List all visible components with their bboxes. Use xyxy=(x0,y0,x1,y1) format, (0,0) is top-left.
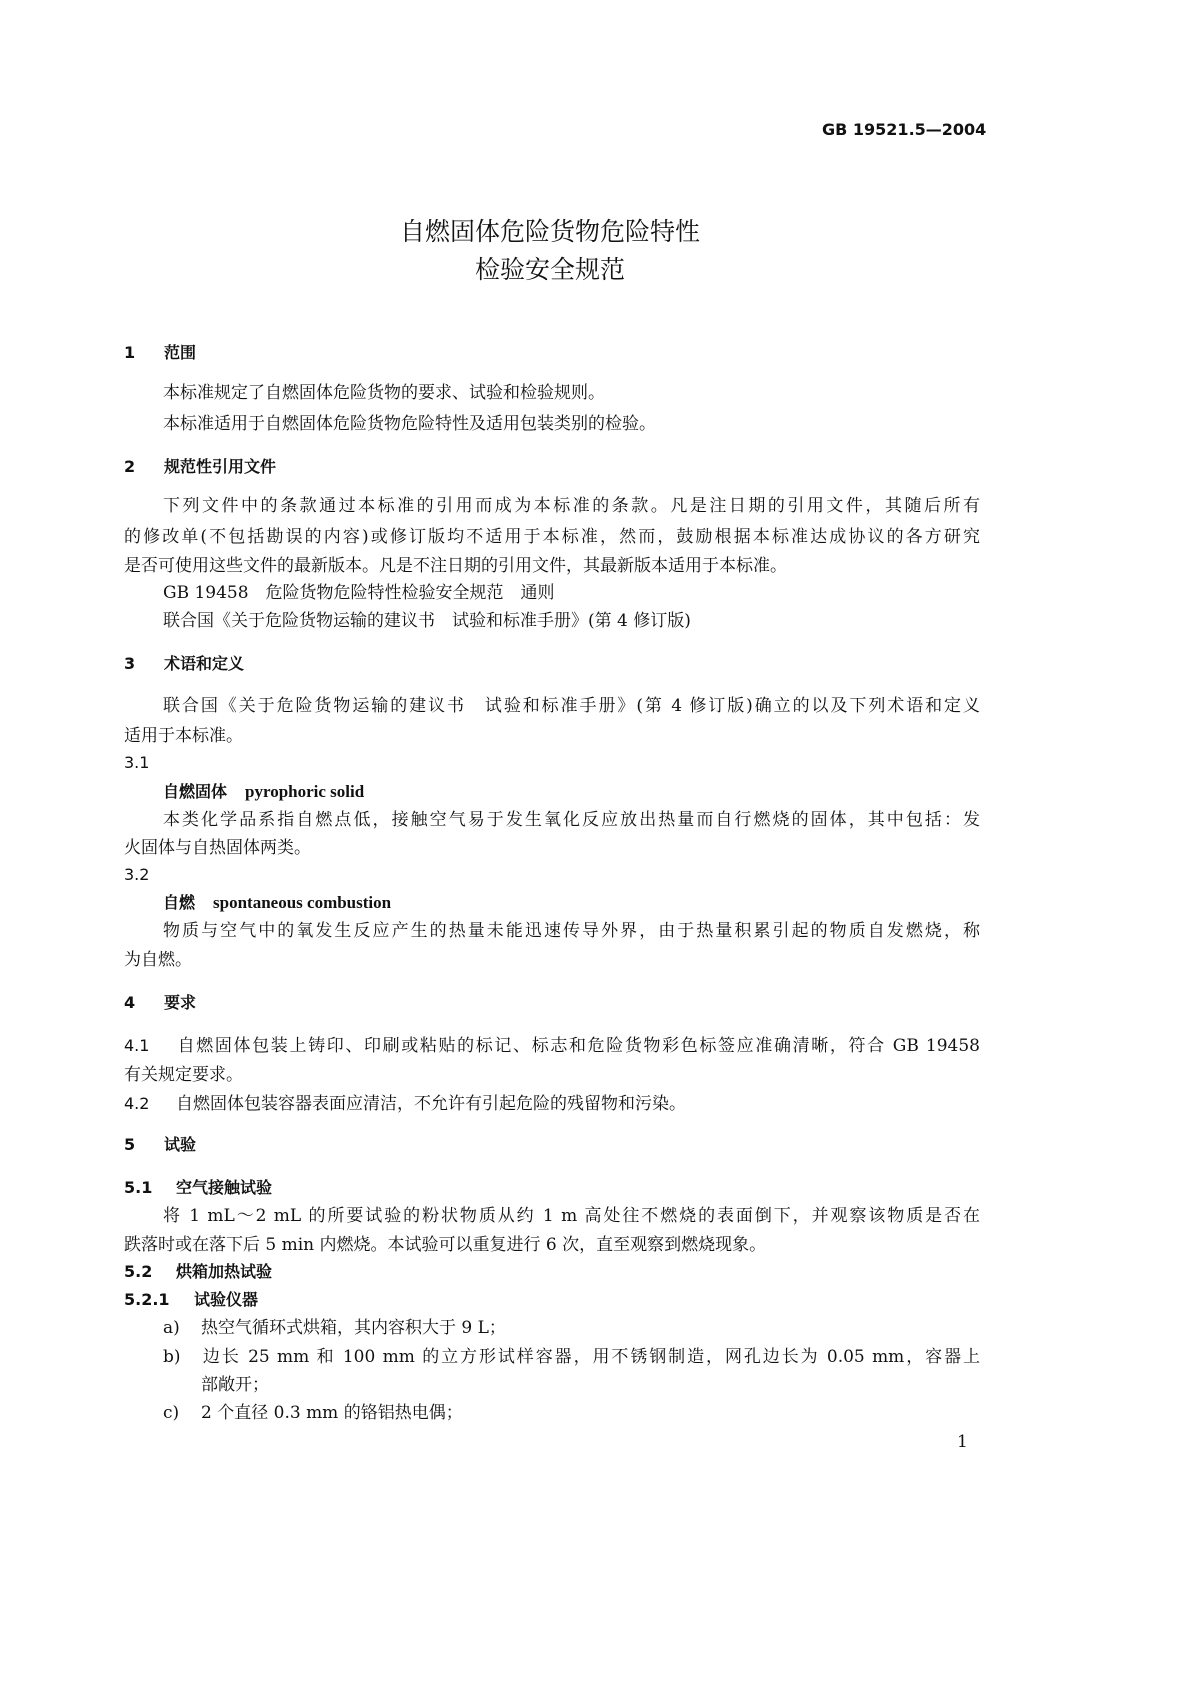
definition-line: 物质与空气中的氧发生反应产生的热量未能迅速传导外界，由于热量积累引起的物质自发燃烧，称 xyxy=(163,921,980,941)
subsection-heading-5-2-1: 5.2.1 试验仪器 xyxy=(124,1290,259,1309)
paragraph-line: 的修改单(不包括勘误的内容)或修订版均不适用于本标准，然而，鼓励根据本标准达成协议的各方研究 xyxy=(124,527,980,547)
paragraph-line: 本标准规定了自燃固体危险货物的要求、试验和检验规则。 xyxy=(163,383,605,403)
paragraph-line: 联合国《关于危险货物运输的建议书 试验和标准手册》(第 4 修订版)确立的以及下列术语和定义 xyxy=(163,696,980,716)
clause-4-2: 4.2 自燃固体包装容器表面应清洁，不允许有引起危险的残留物和污染。 xyxy=(124,1094,686,1114)
paragraph-line: 下列文件中的条款通过本标准的引用而成为本标准的条款。凡是注日期的引用文件，其随后所有 xyxy=(163,496,980,516)
list-item: c) 2 个直径 0.3 mm 的铬铝热电偶； xyxy=(163,1403,463,1423)
document-title-line2: 检验安全规范 xyxy=(474,255,625,284)
paragraph-line: 将 1 mL～2 mL 的所要试验的粉状物质从约 1 m 高处往不燃烧的表面倒下，并观察该物质是否在 xyxy=(163,1206,980,1226)
list-item: b) 边长 25 mm 和 100 mm 的立方形试样容器，用不锈钢制造，网孔边长为 0.05 mm，容器上 xyxy=(163,1347,980,1367)
paragraph-line: 有关规定要求。 xyxy=(124,1065,243,1085)
reference-item: GB 19458 危险货物危险特性检验安全规范 通则 xyxy=(163,583,555,603)
paragraph-line: 本标准适用于自燃固体危险货物危险特性及适用包装类别的检验。 xyxy=(163,414,656,434)
definition-line: 为自燃。 xyxy=(124,950,192,970)
definition-line: 火固体与自热固体两类。 xyxy=(124,838,311,858)
paragraph-line: 跌落时或在落下后 5 min 内燃烧。本试验可以重复进行 6 次，直至观察到燃烧现象。 xyxy=(124,1235,767,1255)
document-title-line1: 自燃固体危险货物危险特性 xyxy=(399,217,700,246)
page-number: 1 xyxy=(957,1432,968,1452)
clause-number: 3.2 xyxy=(124,865,150,884)
section-heading-3: 3 术语和定义 xyxy=(124,654,245,673)
section-heading-4: 4 要求 xyxy=(124,993,197,1012)
clause-4-1: 4.1 自燃固体包装上铸印、印刷或粘贴的标记、标志和危险货物彩色标签应准确清晰，符合 GB 19458 xyxy=(124,1036,980,1056)
section-heading-2: 2 规范性引用文件 xyxy=(124,457,277,476)
clause-number: 3.1 xyxy=(124,753,150,772)
standard-number: GB 19521.5—2004 xyxy=(822,120,987,139)
list-item: a) 热空气循环式烘箱，其内容积大于 9 L； xyxy=(163,1318,506,1338)
paragraph-line: 是否可使用这些文件的最新版本。凡是不注日期的引用文件，其最新版本适用于本标准。 xyxy=(124,556,787,576)
term-entry: 自燃 spontaneous combustion xyxy=(163,893,392,912)
paragraph-line: 适用于本标准。 xyxy=(124,726,243,746)
term-entry: 自燃固体 pyrophoric solid xyxy=(163,782,365,801)
subsection-heading-5-1: 5.1 空气接触试验 xyxy=(124,1178,273,1197)
reference-item: 联合国《关于危险货物运输的建议书 试验和标准手册》(第 4 修订版) xyxy=(163,611,691,631)
subsection-heading-5-2: 5.2 烘箱加热试验 xyxy=(124,1262,273,1281)
section-heading-5: 5 试验 xyxy=(124,1135,197,1154)
list-item-continuation: 部敞开； xyxy=(201,1375,269,1395)
section-heading-1: 1 范围 xyxy=(124,343,197,362)
definition-line: 本类化学品系指自燃点低，接触空气易于发生氧化反应放出热量而自行燃烧的固体，其中包括：发 xyxy=(163,810,980,830)
